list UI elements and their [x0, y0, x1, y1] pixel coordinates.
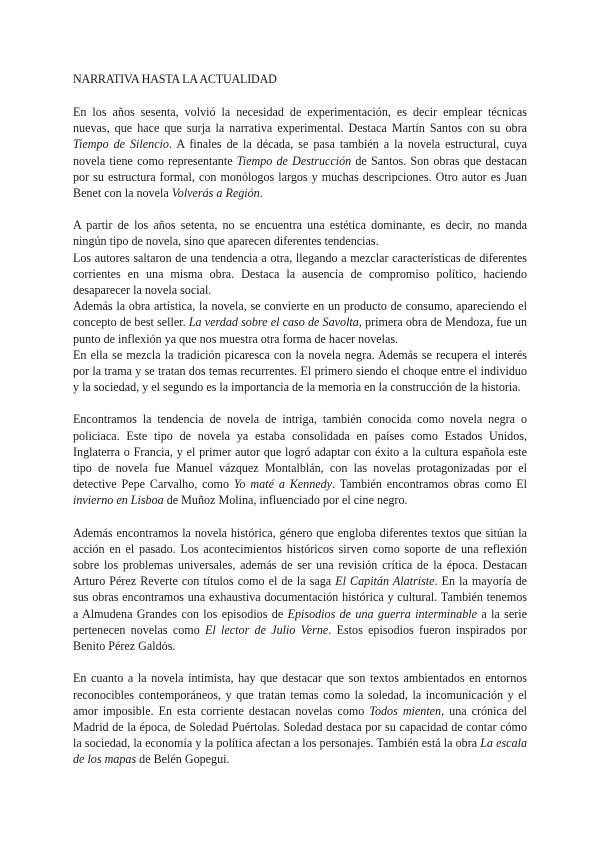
book-title: La escala de los mapas — [73, 736, 527, 767]
paragraph-best-seller: Además la obra artística, la novela, se convierte en un producto de consumo, apareciendo el concepto de best seller. La verdad sobre el caso de Savolta, primera obra de Mendoza, fue un punto de inflexión ya que nos muestra otra forma de hacer novelas. — [73, 299, 528, 346]
paragraph-gap — [73, 654, 527, 670]
book-title: Tiempo de Destrucción — [236, 153, 352, 168]
book-title: El Capitán Alatriste — [335, 574, 435, 589]
paragraph-gap — [73, 509, 527, 525]
paragraph-historica: Además encontramos la novela histórica, género que engloba diferentes textos que sitúan la acción en el pasado. Los acontecimientos históricos sirven como soporte de una reflexión sobre los problemas universales, además de ser una revisión crítica de la época. Destacan Arturo Pérez Reverte con títulos como el de la saga El Capitán Alatriste. En la mayoría de sus obras encontramos una exhaustiva documentación histórica y cultural. También tenemos a Almudena Grandes con los episodios de Episodios de una guerra interminable a la serie pertenecen novelas como El lector de Julio Verne. Estos episodios fueron inspirados por Benito Pérez Galdós. — [73, 525, 528, 654]
book-title: Todos mienten — [369, 703, 442, 718]
book-title: invierno en Lisboa — [73, 493, 164, 508]
document-body — [73, 104, 527, 768]
book-title: Volverás a Región — [171, 186, 260, 201]
paragraph-sixties: En los años sesenta, volvió la necesidad de experimentación, es decir emplear técnicas nuevas, que hace que surja la narrativa experimental. Destaca Martín Santos con su obra Tiempo de Silencio. A finales de la década, se pasa también a la novela estructural, cuya novela tiene como representante Tiempo de Destrucción de Santos. Son obras que destacan por su estructura formal, con monólogos largos y muchas descripciones. Otro autor es Juan Benet con la novela Volverás a Región. — [73, 105, 527, 201]
page-title: NARRATIVA HASTA LA ACTUALIDAD — [73, 72, 277, 86]
paragraph-gap — [73, 395, 527, 411]
paragraph-authors: Los autores saltaron de una tendencia a otra, llegando a mezclar características de diferentes corrientes en una misma obra. Destaca la ausencia de compromiso político, haciendo desaparecer la novela social. — [73, 250, 527, 298]
paragraph-picaresca: En ella se mezcla la tradición picaresca con la novela negra. Además se recupera el interés por la trama y se tratan dos temas recurrentes. El primero siendo el choque entre el individuo y la sociedad, y el segundo es la importancia de la memoria en la construcción de la historia. — [73, 347, 527, 395]
paragraph-seventies: A partir de los años setenta, no se encuentra una estética dominante, es decir, no manda ningún tipo de novela, sino que aparecen diferentes tendencias. — [73, 218, 527, 249]
book-title: Tiempo de Silencio — [73, 137, 169, 152]
book-title: Yo maté a Kennedy — [233, 477, 333, 492]
paragraph-intimista: En cuanto a la novela intimista, hay que destacar que son textos ambientados en entornos reconocibles contemporáneos, y que tratan temas como la soledad, la incomunicación y el amor imposible. En esta corriente destacan novelas como Todos mienten, una crónica del Madrid de la época, de Soledad Puértolas. Soledad destaca por su capacidad de contar cómo la sociedad, la economía y la política afectan a los personajes. También está la obra La escala de los mapas de Belén Gopegui. — [73, 671, 527, 767]
book-title: El lector de Julio Verne — [205, 622, 329, 637]
paragraph-gap — [73, 201, 527, 217]
book-title: La verdad sobre el caso de Savolta — [188, 315, 359, 330]
paragraph-intriga: Encontramos la tendencia de novela de intriga, también conocida como novela negra o policiaca. Este tipo de novela ya estaba consolidada en países como Estados Unidos, Inglaterra o Francia, y el primer autor que logró adaptar con éxito a la cultura española este tipo de novela fue Manuel vázquez Montalblán, con las novelas protagonizadas por el detective Pepe Carvalho, como Yo maté a Kennedy. También encontramos obras como El invierno en Lisboa de Muñoz Molina, influenciado por el cine negro. — [73, 412, 527, 508]
book-title: Episodios de una guerra interminable — [287, 606, 477, 621]
